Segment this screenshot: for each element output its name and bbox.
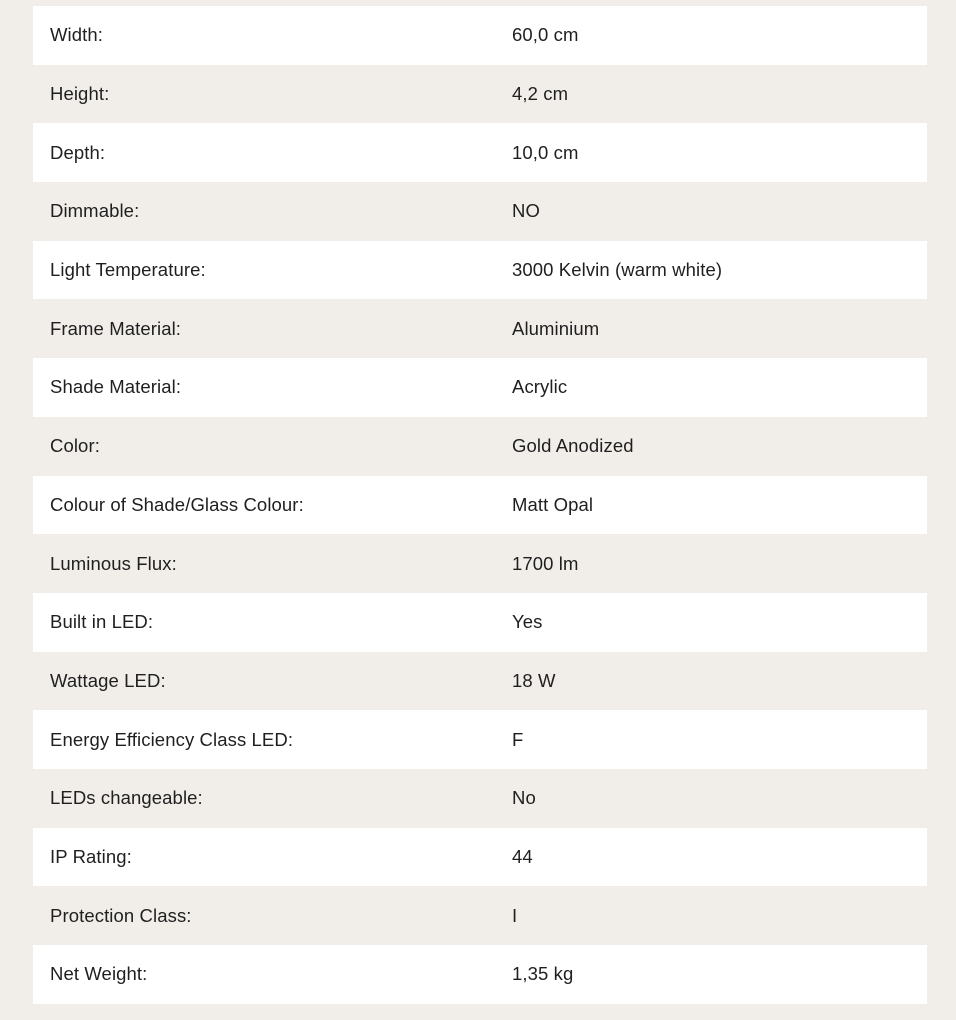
spec-row-net-weight bbox=[33, 945, 927, 1004]
spec-label: LEDs changeable: bbox=[50, 787, 203, 809]
spec-row-protection-class bbox=[33, 886, 927, 945]
spec-row-frame-material bbox=[33, 299, 927, 358]
spec-value: Acrylic bbox=[512, 376, 568, 398]
spec-row-color bbox=[33, 417, 927, 476]
spec-value: 1,35 kg bbox=[512, 963, 574, 985]
spec-row-built-in-led bbox=[33, 593, 927, 652]
spec-label: Wattage LED: bbox=[50, 669, 166, 691]
spec-label: Frame Material: bbox=[50, 317, 182, 339]
spec-value: Yes bbox=[512, 611, 543, 633]
spec-row-dimmable bbox=[33, 182, 927, 241]
spec-value: 44 bbox=[512, 845, 533, 867]
spec-value: 60,0 cm bbox=[512, 24, 579, 46]
spec-value: Gold Anodized bbox=[512, 435, 634, 457]
spec-label: Colour of Shade/Glass Colour: bbox=[50, 493, 304, 515]
spec-value: Aluminium bbox=[512, 317, 600, 339]
spec-label: Built in LED: bbox=[50, 611, 154, 633]
spec-row-depth bbox=[33, 123, 927, 182]
spec-label: Dimmable: bbox=[50, 200, 140, 222]
spec-row-shade-colour bbox=[33, 476, 927, 535]
spec-value: 10,0 cm bbox=[512, 141, 579, 163]
spec-label: Net Weight: bbox=[50, 963, 148, 985]
spec-value: No bbox=[512, 787, 536, 809]
spec-row-leds-changeable bbox=[33, 769, 927, 828]
spec-label: Color: bbox=[50, 435, 100, 457]
spec-table bbox=[33, 6, 927, 1004]
spec-label: Height: bbox=[50, 83, 110, 105]
spec-label: Protection Class: bbox=[50, 904, 192, 926]
spec-value: 3000 Kelvin (warm white) bbox=[512, 259, 723, 281]
spec-label: Shade Material: bbox=[50, 376, 182, 398]
spec-value: F bbox=[512, 728, 524, 750]
spec-label: Depth: bbox=[50, 141, 106, 163]
spec-value: Matt Opal bbox=[512, 493, 594, 515]
spec-row-luminous-flux bbox=[33, 534, 927, 593]
spec-label: Luminous Flux: bbox=[50, 552, 177, 574]
spec-value: 1700 lm bbox=[512, 552, 579, 574]
spec-value: I bbox=[512, 904, 518, 926]
spec-row-shade-material bbox=[33, 358, 927, 417]
spec-value: 18 W bbox=[512, 669, 556, 691]
spec-label: IP Rating: bbox=[50, 845, 132, 867]
spec-row-light-temperature bbox=[33, 241, 927, 300]
spec-label: Light Temperature: bbox=[50, 259, 206, 281]
spec-row-width bbox=[33, 6, 927, 65]
spec-label: Energy Efficiency Class LED: bbox=[50, 728, 294, 750]
spec-label: Width: bbox=[50, 24, 104, 46]
spec-value: NO bbox=[512, 200, 540, 222]
spec-row-height bbox=[33, 65, 927, 124]
spec-value: 4,2 cm bbox=[512, 83, 569, 105]
spec-row-energy-efficiency bbox=[33, 710, 927, 769]
spec-row-ip-rating bbox=[33, 828, 927, 887]
spec-row-wattage-led bbox=[33, 652, 927, 711]
